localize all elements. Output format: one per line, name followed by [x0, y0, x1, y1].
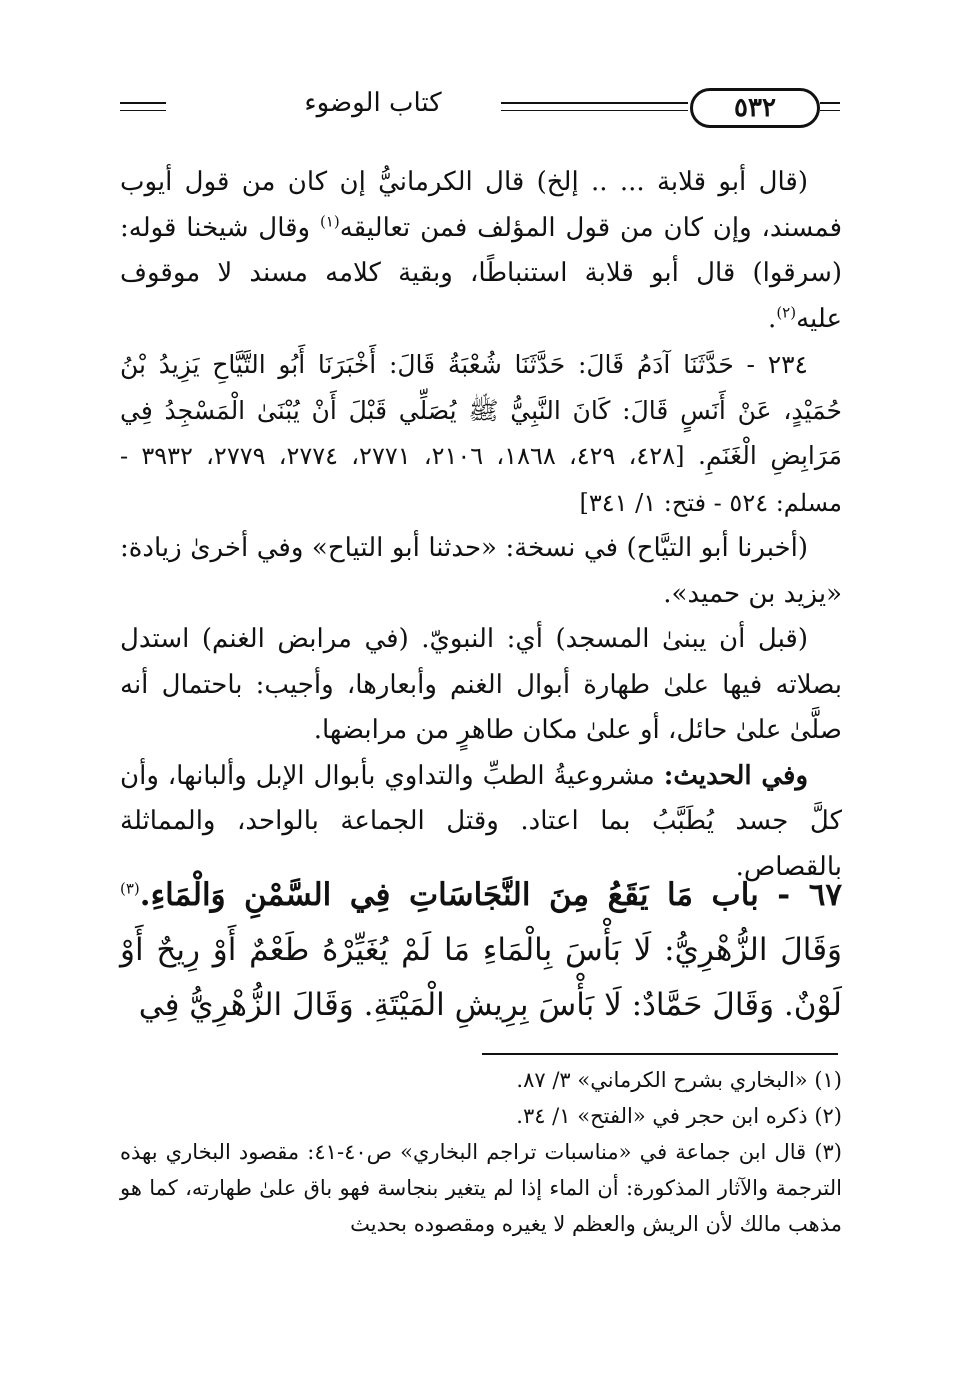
hadith-234: [120, 342, 842, 526]
hadith-text: ٢٣٤ - حَدَّثَنَا آدَمُ قَالَ: حَدَّثَنَا شُعْبَةُ قَالَ: أَخْبَرَنَا أَبُو التَّيَّاحِ يَزِيدُ بْنُ حُمَيْدٍ، عَنْ أَنَسٍ قَالَ: كَانَ النَّبِيُّ ﷺ يُصَلِّي قَبْلَ أَنْ يُبْنَىٰ الْمَسْجِدُ فِي مَرَابِضِ الْغَنَمِ.: [120, 350, 843, 470]
header-rule-right-top: [820, 102, 840, 104]
chapter-block: [120, 868, 842, 1033]
header-rule-right-bottom: [820, 110, 840, 111]
footnote-divider: [482, 1053, 838, 1055]
footnote-2: (٢) ذكره ابن حجر في «الفتح» ١/ ٣٤.: [516, 1104, 842, 1128]
page-number-badge: [690, 88, 820, 128]
footnote-ref-2: (٢): [776, 302, 797, 321]
commentary-text: مشروعيةُ الطبِّ والتداوي بأبوال الإبل وألبانها، وأن كلَّ جسد يُطَبَّبُ بما اعتاد. وقتل الجماعة بالواحد، والمماثلة بالقصاص.: [120, 760, 842, 882]
chapter-67: [120, 868, 842, 1033]
lead-phrase: وفي الحديث:: [663, 760, 808, 791]
footnote-3: (٣) قال ابن جماعة في «مناسبات تراجم البخاري» ص٤٠-٤١: مقصود البخاري بهذه الترجمة والآثار المذكورة: أن الماء إذا لم يتغير بنجاسة فهو باق علىٰ طهارته، كما هو مذهب مالك لأن الريش والعظم لا يغيره ومقصوده بحديث: [120, 1140, 842, 1236]
footnote-1: (١) «البخاري بشرح الكرماني» ٣/ ٨٧.: [516, 1068, 842, 1092]
main-text: [120, 160, 842, 890]
commentary-text: (قال أبو قلابة ... .. إلخ) قال الكرمانيُّ إن كان من قول أيوب فمسند، وإن كان من قول المؤلف فمن تعاليقه: [120, 167, 842, 243]
running-title: كتاب الوضوء: [245, 88, 501, 118]
chapter-text: وَقَالَ الزُّهْرِيُّ: لَا بَأْسَ بِالْمَاءِ مَا لَمْ يُغَيِّرْهُ طَعْمٌ أَوْ رِيحٌ أَوْ لَوْنٌ. وَقَالَ حَمَّادٌ: لَا بَأْسَ بِرِيشِ الْمَيْتَةِ. وَقَالَ الزُّهْرِيُّ فِي: [120, 932, 842, 1023]
page-header: [120, 84, 840, 134]
commentary-paragraph-3: (قبل أن يبنىٰ المسجد) أي: النبويّ. (في مرابض الغنم) استدل بصلاته فيها علىٰ طهارة أبوال الغنم وأبعارها، وأجيب: باحتمال أنه صلَّىٰ علىٰ حائل، أو علىٰ مكان طاهرٍ من مرابضها.: [120, 624, 842, 745]
footnotes: [120, 1062, 842, 1242]
footnote-ref-3: (٣): [120, 879, 140, 898]
commentary-text: .: [768, 303, 777, 334]
header-rule-left-bottom: [120, 110, 166, 111]
chapter-heading: ٦٧ - باب مَا يَقَعُ مِنَ النَّجَاسَاتِ فِي السَّمْنِ وَالْمَاءِ.: [139, 877, 842, 913]
header-rule-left-top: [120, 102, 166, 104]
footnote-ref-1: (١): [319, 211, 340, 230]
page-number: ٥٣٢: [734, 93, 776, 123]
commentary-paragraph-2: (أخبرنا أبو التيَّاح) في نسخة: «حدثنا أبو التياح» وفي أخرىٰ زيادة: «يزيد بن حميد».: [120, 533, 842, 609]
hadith-references: [٤٢٨، ٤٢٩، ١٨٦٨، ٢١٠٦، ٢٧٧١، ٢٧٧٤، ٢٧٧٩، ٣٩٣٢ - مسلم: ٥٢٤ - فتح: ١/ ٣٤١]: [120, 442, 842, 517]
commentary-text: وقال شيخنا قوله: (سرقوا) قال أبو قلابة استنباطًا، وبقية كلامه مسند لا موقوف عليه: [120, 212, 842, 334]
commentary-paragraph-1: [120, 160, 842, 342]
